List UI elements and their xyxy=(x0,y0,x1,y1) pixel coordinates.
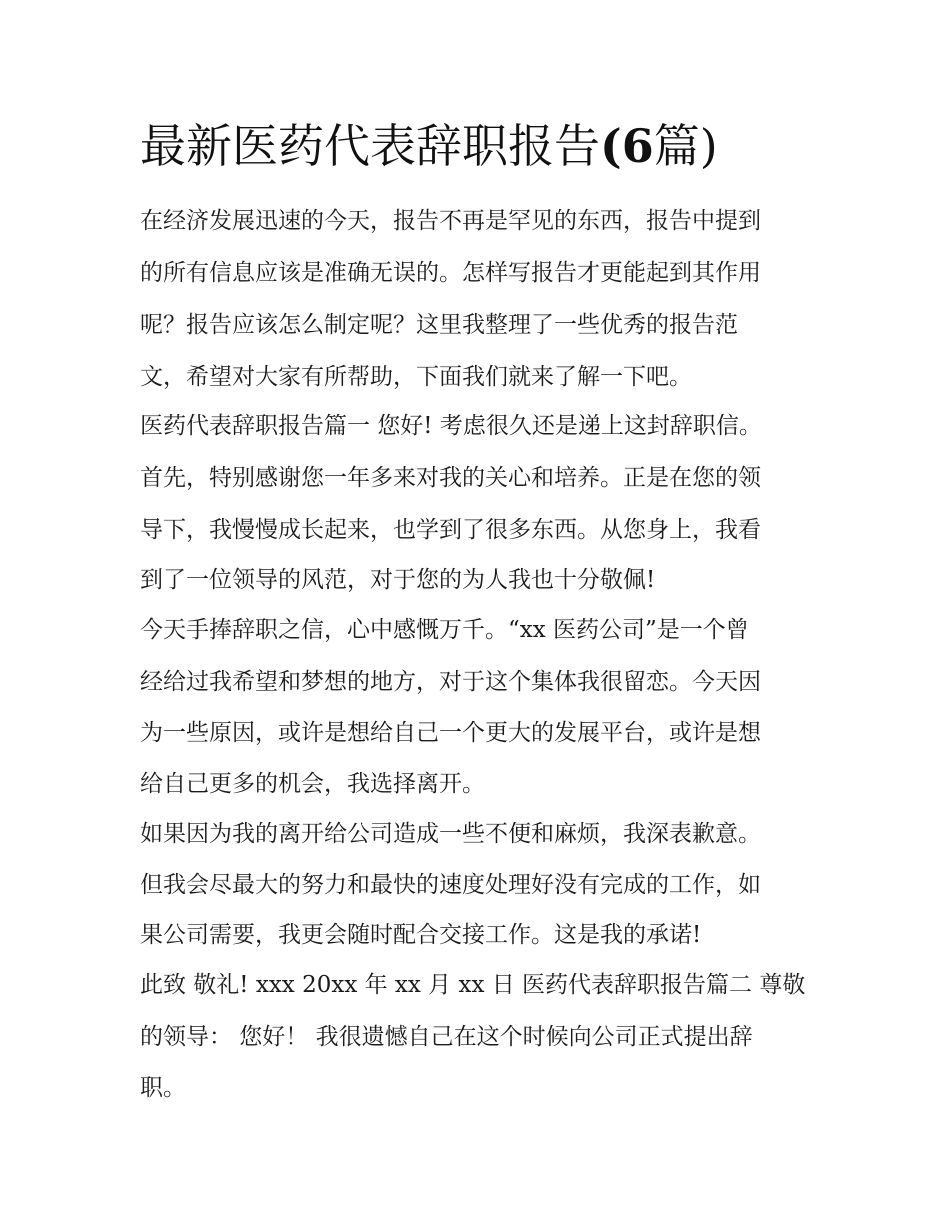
title-number: 6 xyxy=(621,119,654,173)
body-line: 此致 敬礼! xxx 20xx 年 xx 月 xx 日 医药代表辞职报告篇二 尊敬 xyxy=(140,972,806,998)
body-line: 给自己更多的机会，我选择离开。 xyxy=(140,771,485,797)
body-line: 但我会尽最大的努力和最快的速度处理好没有完成的工作，如 xyxy=(140,872,761,898)
body-line: 如果因为我的离开给公司造成一些不便和麻烦，我深表歉意。 xyxy=(140,821,761,847)
body-line: 首先，特别感谢您一年多来对我的关心和培养。正是在您的领 xyxy=(140,465,761,491)
title-main: 最新医药代表辞职报告 xyxy=(140,119,600,173)
body-line: 今天手捧辞职之信，心中感慨万千。“xx 医药公司”是一个曾 xyxy=(140,617,749,643)
document-title xyxy=(140,112,718,180)
body-line: 的所有信息应该是准确无误的。怎样写报告才更能起到其作用 xyxy=(140,260,761,286)
body-line: 果公司需要，我更会随时配合交接工作。这是我的承诺! xyxy=(140,922,702,948)
body-line: 文，希望对大家有所帮助，下面我们就来了解一下吧。 xyxy=(140,364,692,390)
title-paren-open: ( xyxy=(600,119,622,173)
body-line: 的领导： 您好！ 我很遗憾自己在这个时候向公司正式提出辞 xyxy=(140,1024,753,1050)
title-suffix: 篇) xyxy=(653,119,718,173)
body-line: 职。 xyxy=(140,1075,186,1101)
body-line: 呢？报告应该怎么制定呢？这里我整理了一些优秀的报告范 xyxy=(140,312,738,338)
body-line: 到了一位领导的风范，对于您的为人我也十分敬佩! xyxy=(140,567,656,593)
body-line: 导下，我慢慢成长起来，也学到了很多东西。从您身上，我看 xyxy=(140,517,761,543)
body-line: 医药代表辞职报告篇一 您好! 考虑很久还是递上这封辞职信。 xyxy=(140,413,762,439)
body-line: 经给过我希望和梦想的地方，对于这个集体我很留恋。今天因 xyxy=(140,669,761,695)
body-line: 在经济发展迅速的今天，报告不再是罕见的东西，报告中提到 xyxy=(140,208,761,234)
body-line: 为一些原因，或许是想给自己一个更大的发展平台，或许是想 xyxy=(140,720,761,746)
